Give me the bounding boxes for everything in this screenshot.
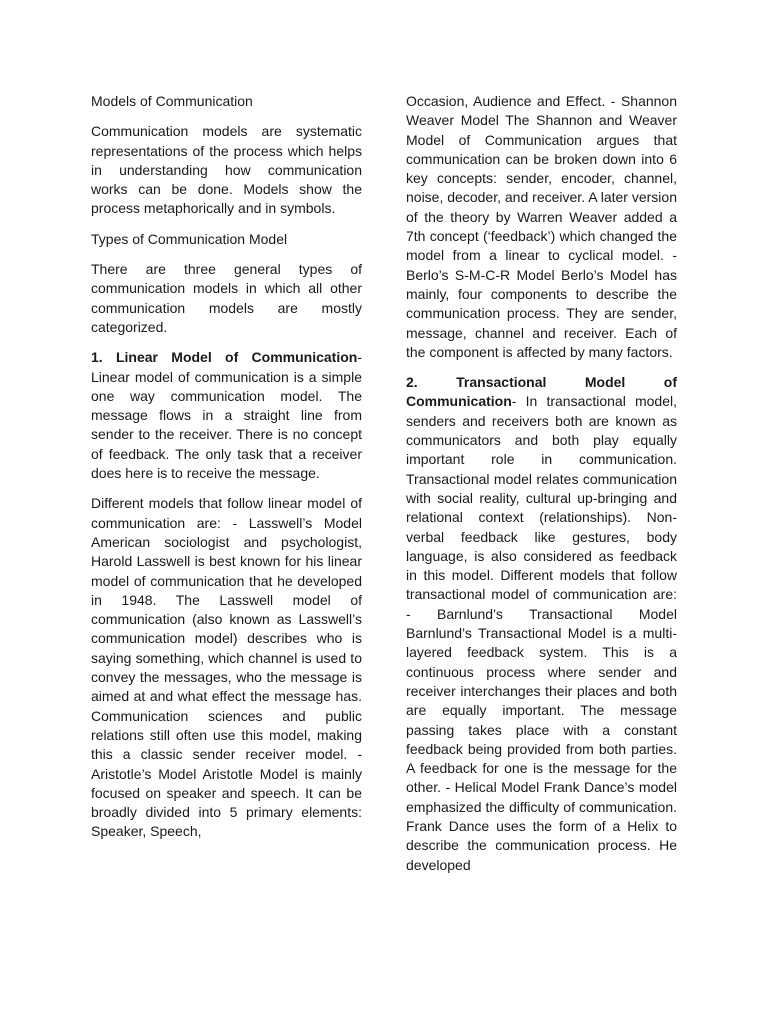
left-column — [91, 92, 362, 853]
types-intro-paragraph: There are three general types of communication models in which all other communication models are mostly categorized. — [91, 261, 362, 335]
continuation-paragraph: Occasion, Audience and Effect. - Shannon Weaver Model The Shannon and Weaver Model of Communication argues that communication can be broken down into 6 key concepts: sender, encoder, channel, noise, decoder, and receiver. A later version of the theory by Warren Weaver added a 7th concept (‘feedback’) which changed the model from a linear to cyclical model. - Berlo’s S-M-C-R Model Berlo’s Model has mainly, four components to describe the communication process. They are sender, message, channel and receiver. Each of the component is affected by many factors. — [406, 93, 677, 360]
linear-model-body: - Linear model of communication is a simple one way communication model. The message flows in a straight line from sender to the receiver. There is no concept of feedback. The only task that a receiver does here is to receive the message. — [91, 349, 362, 482]
linear-model-paragraph — [91, 348, 362, 483]
document-title: Models of Communication — [91, 93, 253, 109]
transactional-model-heading: 2. Transactional Model of Communication — [406, 374, 677, 410]
types-heading: Types of Communication Model — [91, 230, 288, 247]
linear-models-list-paragraph: Different models that follow linear model of communication are: - Lasswell’s Model American sociologist and psychologist, Harold Lasswell is best known for his linear model of communication that he developed in 1948. The Lasswell model of communication (also known as Lasswell’s communication model) describes who is saying something, which channel is used to convey the messages, who the message is aimed at and what effect the message has. Communication sciences and public relations still often use this model, making this a classic sender receiver model. - Aristotle’s Model Aristotle Model is mainly focused on speaker and speech. It can be broadly divided into 5 primary elements: Speaker, Speech, — [91, 495, 362, 840]
right-column — [406, 92, 677, 886]
linear-model-heading: 1. Linear Model of Communication — [91, 349, 358, 366]
transactional-model-paragraph — [406, 373, 677, 875]
transactional-model-body: - In transactional model, senders and receivers both are known as communicators and both play equally important role in communication. Transactional model relates communication with social reality, cultural up-bringing and relational context (relationships). Non-verbal feedback like gestures, body language, is also considered as feedback in this model. Different models that follow transactional model of communication are: - Barnlund’s Transactional Model Barnlund’s Transactional Model is a multi-layered feedback system. This is a continuous process where sender and receiver interchanges their places and both are equally important. The message passing takes place with a constant feedback being provided from both parties. A feedback for one is the message for the other. - Helical Model Frank Dance’s model emphasized the difficulty of communication. Frank Dance uses the form of a Helix to describe the communication process. He developed — [406, 393, 677, 873]
intro-paragraph: Communication models are systematic representations of the process which helps in understanding how communication works can be done. Models show the process metaphorically and in symbols. — [91, 123, 362, 217]
